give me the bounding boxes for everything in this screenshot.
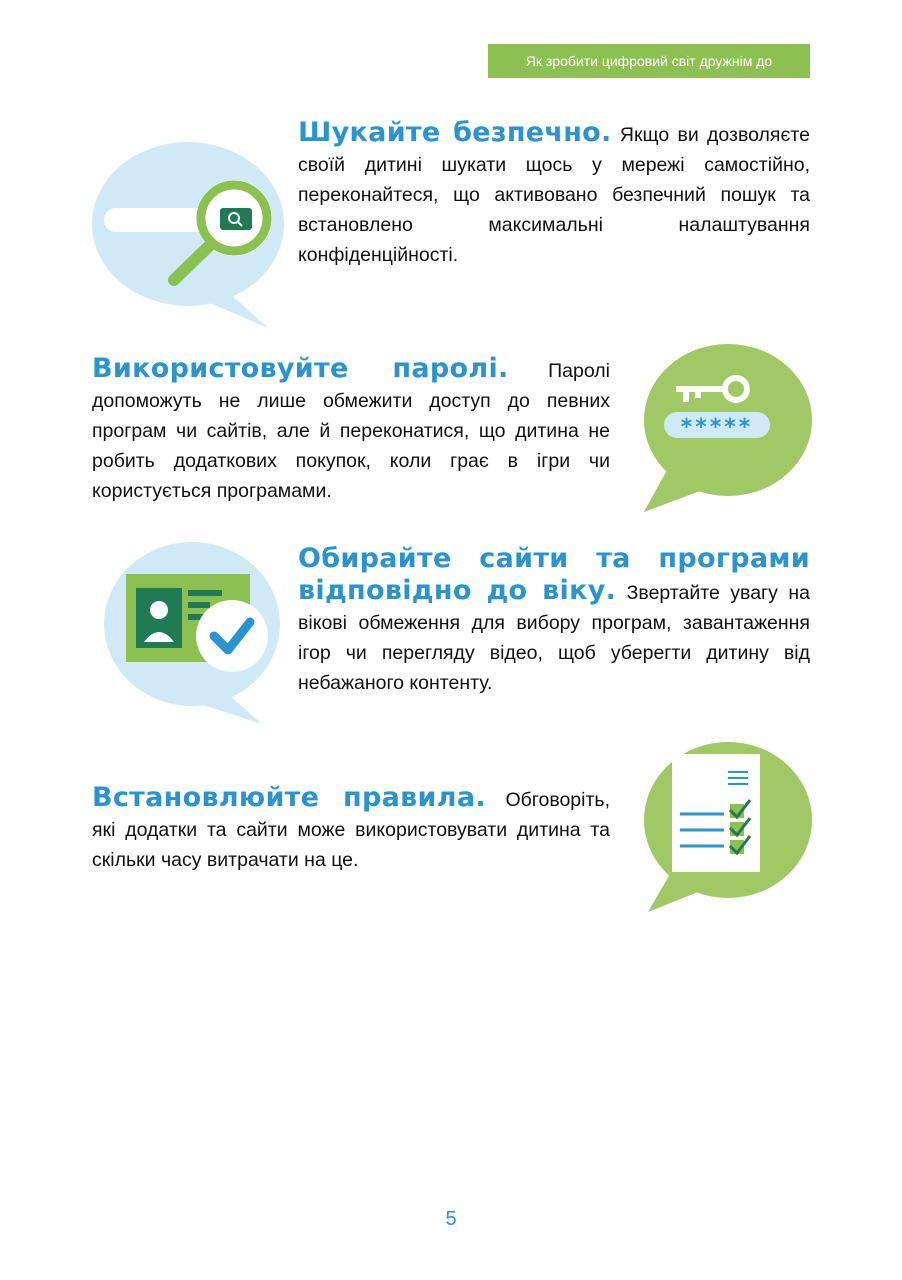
page-number: 5 (445, 1208, 457, 1230)
tip-text: Звертайте увагу на вікові обмеження для вибору програм, завантаження ігор чи перегляду відео, щоб уберегти дитину від небажаного контенту. (298, 582, 810, 694)
tip-text: Паролі допоможуть не лише обмежити доступ до певних програм чи сайтів, але й переконатися, що дитина не робить додаткових покупок, коли грає в ігри чи користується програмами. (92, 360, 610, 502)
header-title: Як зробити цифровий світ дружнім до (525, 53, 773, 69)
tip-title: Використовуйте паролі. (92, 353, 509, 384)
header-banner (488, 44, 810, 78)
tip-safe-search (298, 118, 810, 270)
tip-text: Обговоріть, які додатки та сайти може використовувати дитина та скільки часу витрачати на це. (92, 789, 610, 871)
password-mask: ***** (680, 415, 754, 440)
tip-text: Якщо ви дозволяєте своїй дитині шукати щось у мережі самостійно, переконайтеся, що активовано безпечний пошук та встановлено максимальні налаштування конфіденційності. (298, 124, 810, 266)
tip-rules (92, 783, 610, 875)
magnifier-search-icon (88, 120, 288, 332)
tip-title: Встановлюйте правила. (92, 782, 486, 813)
tip-passwords (92, 354, 610, 506)
tip-title: Обирайте сайти та програми відповідно до віку. (298, 543, 810, 606)
checklist-icon (636, 738, 812, 914)
id-card-check-icon (100, 534, 290, 728)
tip-age-appropriate (298, 544, 810, 698)
tip-title: Шукайте безпечно. (298, 117, 612, 148)
key-password-icon (636, 340, 812, 518)
